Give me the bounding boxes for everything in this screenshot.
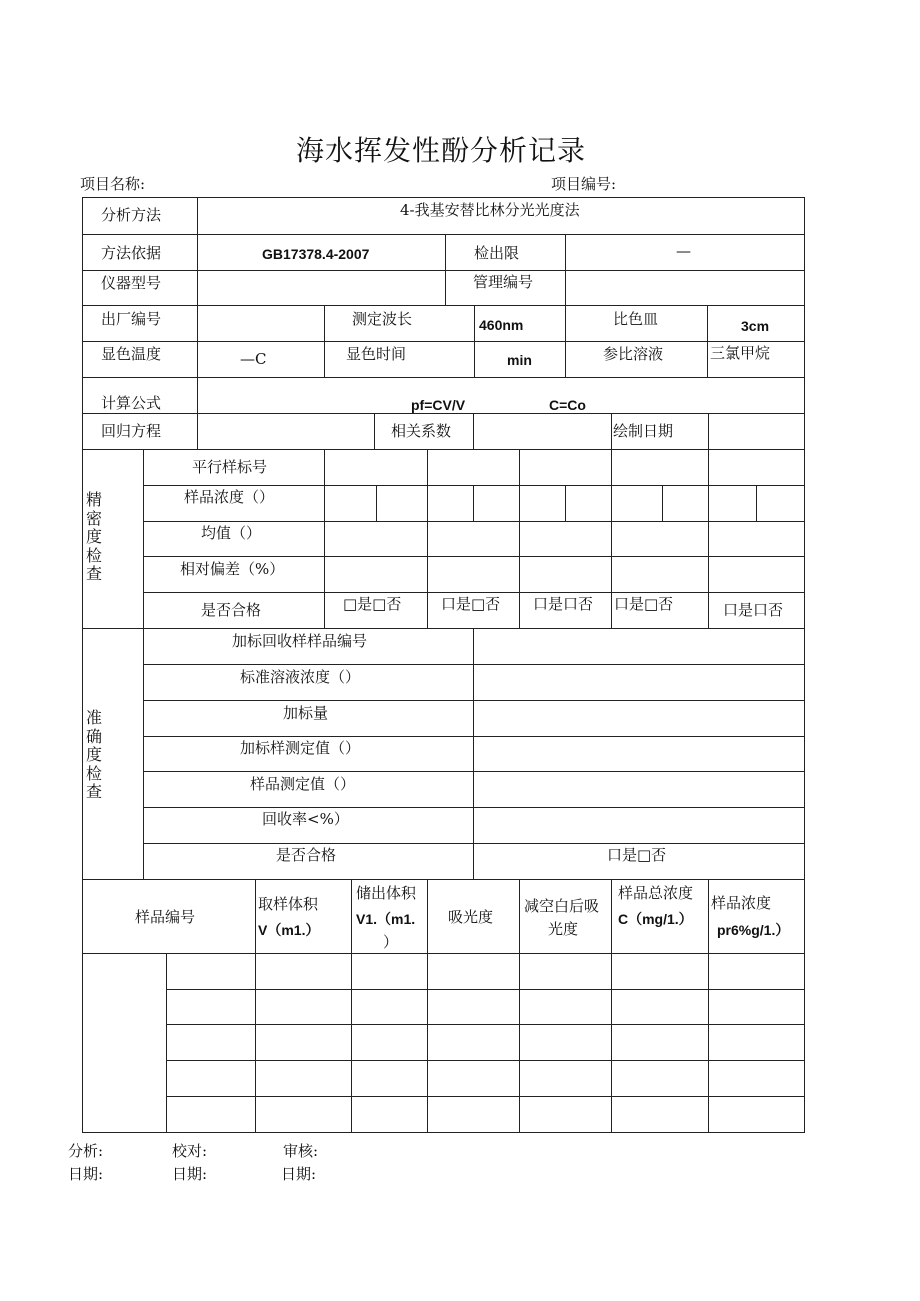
precision-row-parallel-no: 平行样标号 [192, 458, 268, 476]
basis-label: 方法依据 [101, 244, 162, 262]
management-no-label: 管理编号 [473, 273, 534, 291]
col-total-line2: C（mg/1.） [618, 911, 693, 927]
col-blank-line2: 光度 [548, 920, 579, 938]
footer-date-checker: 日期: [172, 1165, 208, 1183]
precision-pass-option-1[interactable]: □是□否 [343, 595, 402, 613]
regression-label: 回归方程 [101, 422, 162, 440]
footer-reviewer: 审核: [283, 1142, 319, 1160]
factory-no-label: 出厂编号 [101, 310, 162, 328]
instrument-label: 仪器型号 [101, 274, 162, 292]
col-sample-no: 样品编号 [135, 908, 196, 926]
accuracy-row-recovery: 回收率<%） [262, 810, 349, 828]
accuracy-row-sample-no: 加标回收样样品编号 [232, 632, 368, 650]
basis-value: GB17378.4-2007 [262, 246, 370, 262]
col-storage-line2: V1.（m1. [356, 911, 416, 927]
precision-row-pass: 是否合格 [201, 601, 262, 619]
footer-date-reviewer: 日期: [281, 1165, 317, 1183]
col-blank-line1: 减空白后吸 [524, 897, 600, 915]
page-title: 海水挥发性酚分析记录 [296, 134, 587, 167]
col-absorbance: 吸光度 [448, 908, 494, 926]
reference-label: 参比溶液 [603, 345, 664, 363]
color-temp-value: —C [240, 350, 267, 368]
accuracy-row-added: 加标量 [283, 704, 329, 722]
formula-2: C=Co [549, 397, 586, 413]
accuracy-row-standard: 标准溶液浓度（） [240, 668, 361, 686]
precision-pass-option-2[interactable]: 口是□否 [441, 595, 501, 613]
precision-row-concentration: 样品浓度（） [184, 488, 275, 506]
accuracy-row-pass: 是否合格 [276, 846, 337, 864]
color-time-value: min [507, 352, 532, 368]
detection-limit-label: 检出限 [474, 244, 520, 262]
col-volume-line2: V（m1.） [258, 922, 320, 938]
footer-analyst: 分析: [68, 1142, 104, 1160]
col-storage-line3: ） [383, 933, 399, 951]
precision-row-mean: 均值（） [201, 524, 262, 542]
formula-1: pf=CV/V [411, 397, 466, 413]
reference-value: 三氯甲烷 [710, 344, 771, 362]
project-name-label: 项目名称: [80, 175, 146, 193]
wavelength-value: 460nm [479, 317, 524, 333]
precision-pass-option-3[interactable]: 口是口否 [533, 595, 594, 613]
method-label: 分析方法 [101, 206, 162, 224]
detection-limit-value: — [676, 242, 691, 260]
precision-section-label: 精密度检查 [85, 490, 102, 583]
color-time-label: 显色时间 [346, 345, 407, 363]
precision-pass-option-4[interactable]: 口是□否 [614, 595, 674, 613]
correlation-label: 相关系数 [391, 422, 452, 440]
color-temp-label: 显色温度 [101, 345, 162, 363]
col-conc-line2: pr6%g/1.） [717, 922, 790, 938]
accuracy-row-sample-value: 样品测定值（） [250, 775, 356, 793]
accuracy-section-label: 准确度检查 [85, 708, 102, 801]
cuvette-label: 比色皿 [613, 310, 659, 328]
cuvette-value: 3cm [741, 318, 770, 334]
method-value: 4-我基安替比林分光光度法 [400, 201, 580, 219]
project-no-label: 项目编号: [551, 175, 617, 193]
col-volume-line1: 取样体积 [258, 895, 319, 913]
col-conc-line1: 样品浓度 [711, 894, 772, 912]
footer-date-analyst: 日期: [68, 1165, 104, 1183]
col-storage-line1: 储出体积 [356, 884, 417, 902]
col-total-line1: 样品总浓度 [618, 884, 694, 902]
plot-date-label: 绘制日期 [613, 422, 674, 440]
accuracy-pass-option[interactable]: 口是□否 [607, 846, 667, 864]
footer-checker: 校对: [172, 1142, 208, 1160]
wavelength-label: 测定波长 [352, 310, 413, 328]
accuracy-row-spiked-value: 加标样测定值（） [240, 739, 361, 757]
precision-pass-option-5[interactable]: 口是口否 [723, 601, 784, 619]
precision-row-deviation: 相对偏差（%） [180, 560, 285, 578]
formula-label: 计算公式 [101, 394, 162, 412]
